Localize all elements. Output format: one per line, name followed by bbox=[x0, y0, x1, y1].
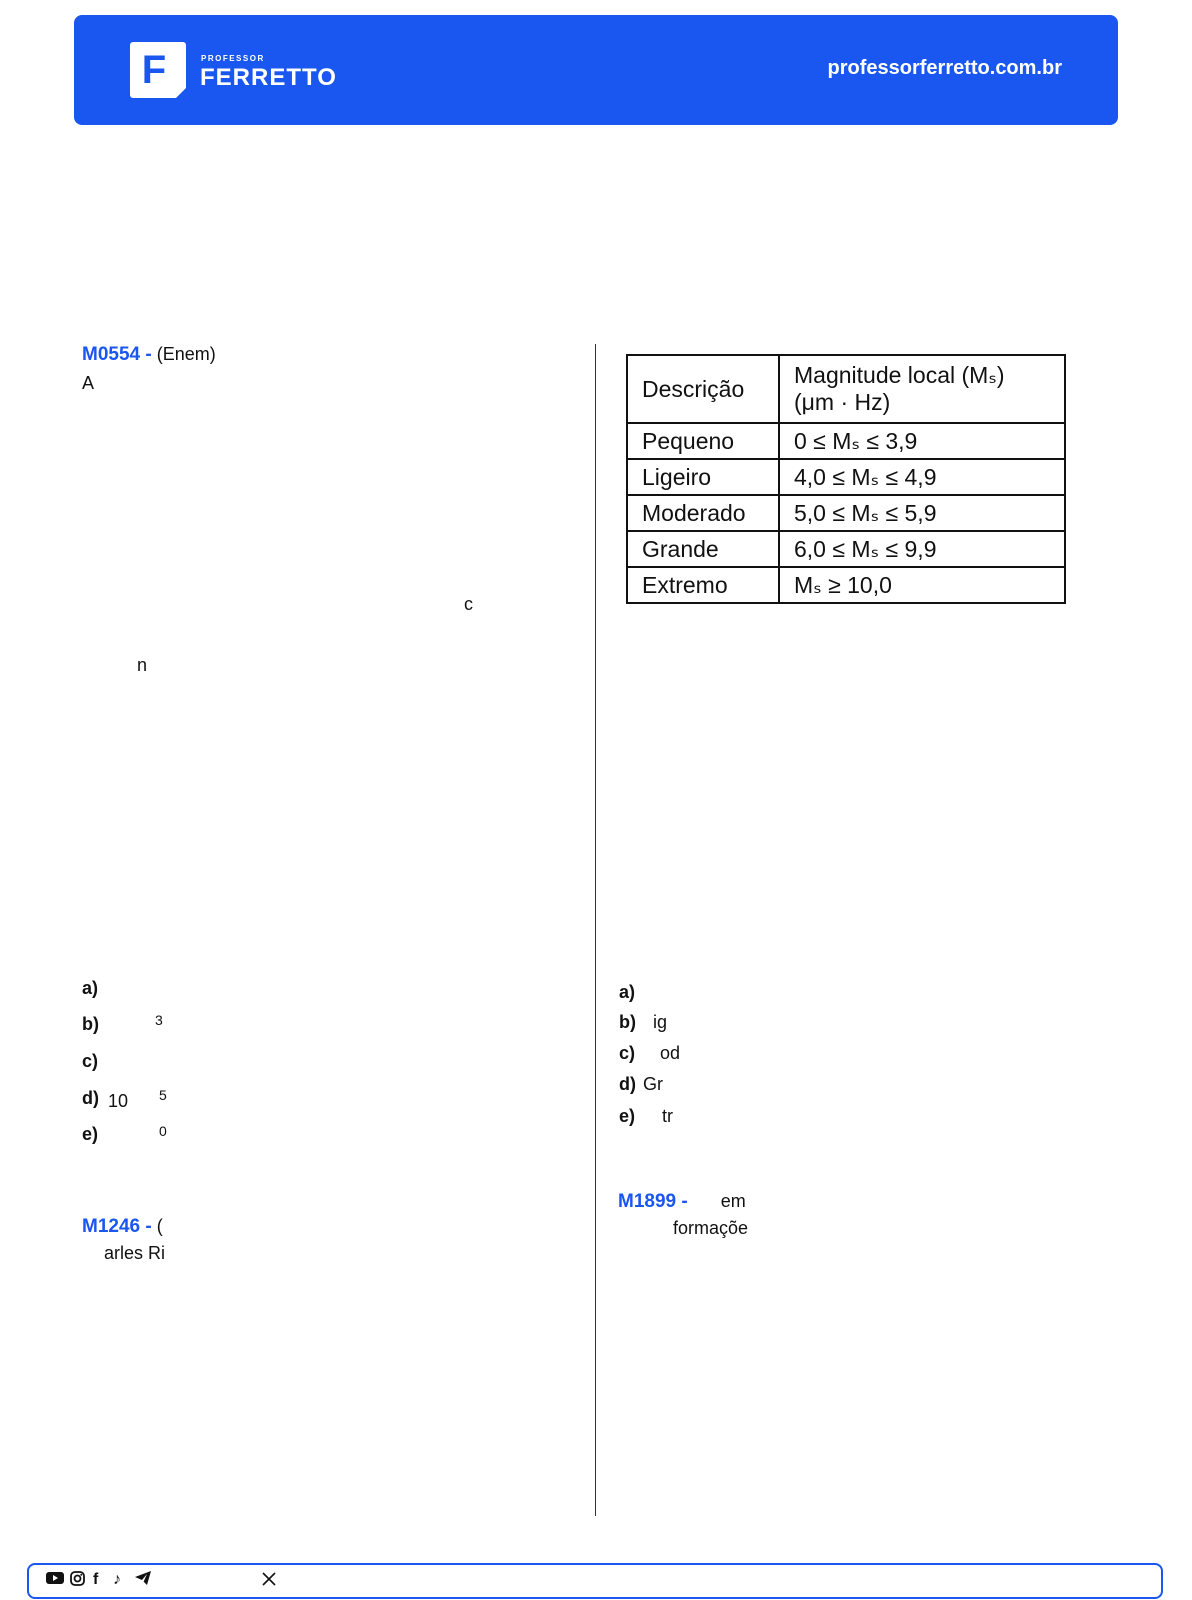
footer-bar bbox=[27, 1563, 1163, 1599]
table-cell: 6,0 ≤ Mₛ ≤ 9,9 bbox=[779, 531, 1065, 567]
option-letter: e) bbox=[619, 1106, 636, 1126]
q1r-option-b[interactable] bbox=[619, 1012, 667, 1033]
option-text: od bbox=[660, 1043, 681, 1063]
table-cell: Mₛ ≥ 10,0 bbox=[779, 567, 1065, 603]
column-divider bbox=[595, 344, 596, 1516]
option-text: tr bbox=[662, 1106, 674, 1126]
table-row bbox=[627, 531, 1065, 567]
table-cell: 5,0 ≤ Mₛ ≤ 5,9 bbox=[779, 495, 1065, 531]
table-row bbox=[627, 459, 1065, 495]
table-cell: 0 ≤ Mₛ ≤ 3,9 bbox=[779, 423, 1065, 459]
q1-option-a[interactable] bbox=[82, 978, 98, 999]
q3-fragment-1: em bbox=[720, 1191, 746, 1211]
q1-option-d-sup: 5 bbox=[159, 1087, 167, 1103]
table-cell: Pequeno bbox=[627, 423, 779, 459]
q1r-option-e[interactable] bbox=[619, 1106, 673, 1127]
table-row bbox=[627, 423, 1065, 459]
q1r-option-a[interactable] bbox=[619, 982, 635, 1003]
logo-icon bbox=[130, 42, 186, 98]
facebook-icon[interactable]: f bbox=[93, 1571, 99, 1588]
table-row bbox=[627, 495, 1065, 531]
q1-option-e[interactable] bbox=[82, 1124, 98, 1145]
q1-fragment-c: c bbox=[464, 594, 473, 614]
q1-option-b-sup: 3 bbox=[155, 1012, 163, 1028]
table-header-cell: Magnitude local (Mₛ) (μm · Hz) bbox=[779, 355, 1065, 423]
site-link[interactable]: professorferretto.com.br bbox=[827, 57, 1062, 79]
option-letter: c) bbox=[82, 1051, 99, 1071]
table-cell: Grande bbox=[627, 531, 779, 567]
q1r-option-c[interactable] bbox=[619, 1043, 680, 1064]
table-header-cell: Descrição bbox=[627, 355, 779, 423]
q1-heading bbox=[82, 344, 216, 366]
table-row bbox=[627, 567, 1065, 603]
q1-id: M0554 - bbox=[82, 344, 152, 365]
x-icon[interactable] bbox=[261, 1571, 277, 1592]
logo-professor-text: PROFESSOR bbox=[201, 54, 265, 63]
option-letter: d) bbox=[619, 1074, 636, 1094]
table-header-row bbox=[627, 355, 1065, 423]
option-letter: c) bbox=[619, 1043, 636, 1063]
q1-option-d[interactable] bbox=[82, 1088, 128, 1109]
option-letter: b) bbox=[82, 1014, 99, 1034]
table-cell: Extremo bbox=[627, 567, 779, 603]
q1r-option-d[interactable] bbox=[619, 1074, 663, 1095]
q2-source: ( bbox=[156, 1216, 163, 1236]
q2-line2: arles Ri bbox=[104, 1243, 166, 1263]
q1-option-c[interactable] bbox=[82, 1051, 98, 1072]
header-banner bbox=[74, 15, 1118, 125]
logo-letter: F bbox=[141, 48, 167, 92]
q1-option-e-sup: 0 bbox=[159, 1123, 167, 1139]
q3-id: M1899 - bbox=[618, 1191, 688, 1212]
table-cell: 4,0 ≤ Mₛ ≤ 4,9 bbox=[779, 459, 1065, 495]
option-text: Gr bbox=[643, 1074, 664, 1094]
q2-id: M1246 - bbox=[82, 1216, 152, 1237]
q1-line1: A bbox=[82, 373, 95, 393]
option-letter: d) bbox=[82, 1088, 99, 1108]
option-text: ig bbox=[653, 1012, 668, 1032]
q1-option-b[interactable] bbox=[82, 1014, 99, 1035]
q3-heading bbox=[618, 1191, 746, 1213]
table-cell: Moderado bbox=[627, 495, 779, 531]
option-letter: a) bbox=[82, 978, 99, 998]
tiktok-icon[interactable]: ♪ bbox=[113, 1571, 121, 1588]
telegram-icon[interactable] bbox=[135, 1571, 151, 1590]
magnitude-table bbox=[626, 354, 1066, 604]
instagram-icon[interactable] bbox=[70, 1571, 85, 1591]
logo-ferretto-text: FERRETTO bbox=[200, 64, 337, 91]
option-letter: b) bbox=[619, 1012, 636, 1032]
q3-fragment-2: formaçõe bbox=[673, 1218, 749, 1238]
option-text: 10 bbox=[108, 1091, 129, 1111]
q1-fragment-n: n bbox=[137, 655, 148, 675]
youtube-icon[interactable] bbox=[46, 1571, 64, 1590]
q2-heading bbox=[82, 1216, 163, 1238]
option-letter: a) bbox=[619, 982, 636, 1002]
table-cell: Ligeiro bbox=[627, 459, 779, 495]
option-letter: e) bbox=[82, 1124, 99, 1144]
q1-source: (Enem) bbox=[156, 344, 216, 364]
